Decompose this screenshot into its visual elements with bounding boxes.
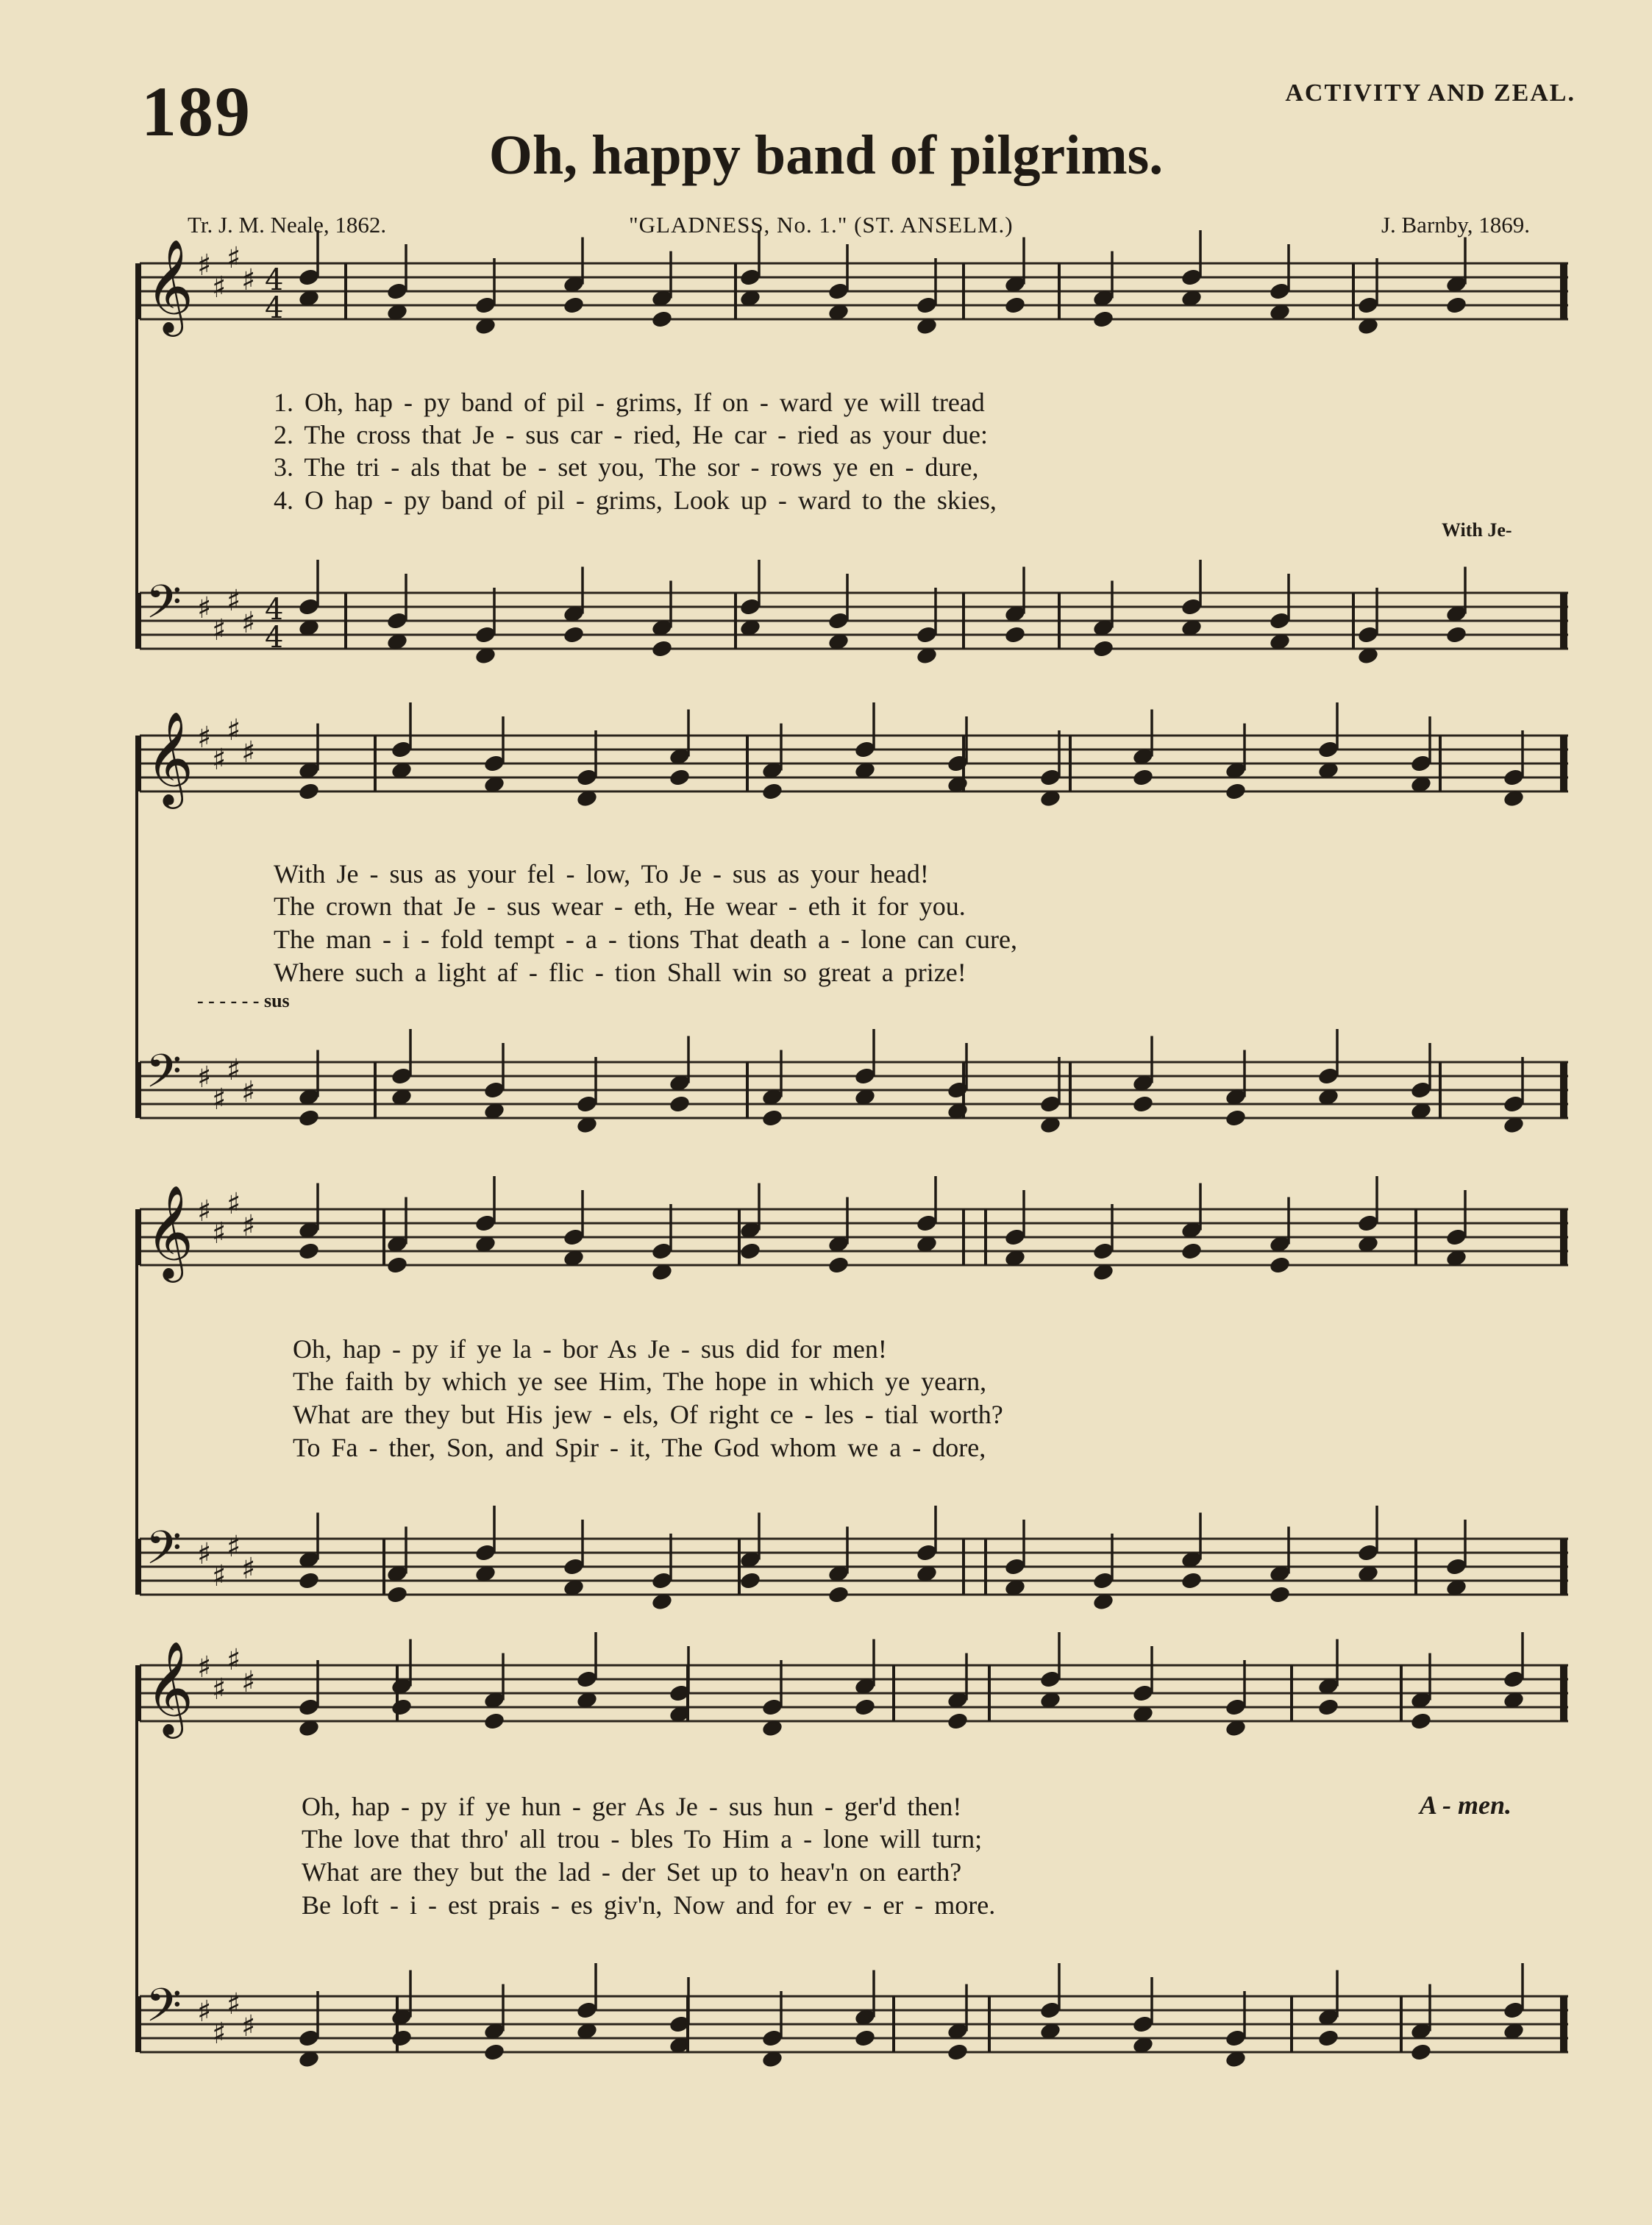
note-head: [854, 2029, 877, 2048]
lyric-line: Where such a light af - flic - tion Shall win so great a prize!: [274, 958, 966, 987]
note-head: [391, 2029, 413, 2048]
lyric-line: What are they but His jew - els, Of right ce - les - tial worth?: [293, 1400, 1003, 1429]
time-signature: 4: [265, 263, 284, 297]
sharp-icon: ♯: [241, 1552, 256, 1586]
lyric-line: Oh, hap - py if ye hun - ger As Je - sus hun - ger'd then!: [302, 1792, 962, 1821]
lyric-line: The faith by which ye see Him, The hope in which ye yearn,: [293, 1367, 987, 1396]
sharp-icon: ♯: [241, 606, 256, 640]
lyric-line: 3. The tri - als that be - set you, The sor - rows ye en - dure,: [274, 452, 979, 482]
sharp-icon: ♯: [212, 1559, 227, 1593]
staff-lines: [137, 263, 1568, 2052]
time-signature: 4: [265, 593, 284, 627]
note-head: [1317, 1698, 1340, 1717]
sharp-icon: ♯: [227, 1187, 241, 1221]
sharp-icon: ♯: [212, 1083, 227, 1117]
sharp-icon: ♯: [227, 713, 241, 747]
lyric-line: The man - i - fold tempt - a - tions That death a - lone can cure,: [274, 925, 1017, 954]
sharp-icon: ♯: [241, 736, 256, 769]
note-head: [1317, 2029, 1340, 2048]
lyric-line: What are they but the lad - der Set up to heav'n on earth?: [302, 1857, 962, 1887]
note-head: [386, 1256, 409, 1275]
sharp-icon: ♯: [227, 1987, 241, 2021]
lyric-line: Be loft - i - est prais - es giv'n, Now and for ev - er - more.: [302, 1890, 996, 1920]
sharp-icon: ♯: [241, 1075, 256, 1109]
note-head: [739, 1571, 762, 1591]
continuation-cue: - - - - - - sus: [197, 990, 290, 1011]
sharp-icon: ♯: [212, 743, 227, 777]
note-head: [1004, 296, 1027, 316]
note-head: [298, 1108, 321, 1128]
note-head: [739, 1242, 762, 1261]
lyric-line: To Fa - ther, Son, and Spir - it, The God whom we a - dore,: [293, 1433, 986, 1462]
note-head: [1004, 625, 1027, 645]
note-head: [1445, 296, 1468, 316]
note-head: [651, 639, 674, 659]
sharp-icon: ♯: [197, 1537, 212, 1571]
note-head: [1225, 1108, 1247, 1128]
sharp-icon: ♯: [212, 1217, 227, 1250]
composer-credit: J. Barnby, 1869.: [1381, 212, 1530, 238]
note-head: [827, 1256, 850, 1275]
note-head: [298, 1242, 321, 1261]
bass-clef-icon: 𝄢: [146, 574, 182, 640]
sharp-icon: ♯: [197, 249, 212, 282]
note-head: [854, 1698, 877, 1717]
sharp-icon: ♯: [197, 1195, 212, 1228]
hymn-title: Oh, happy band of pilgrims.: [488, 124, 1164, 186]
note-head: [298, 1571, 321, 1591]
note-head: [483, 2043, 506, 2062]
bass-clef-icon: 𝄢: [146, 1520, 182, 1586]
note-head: [391, 1698, 413, 1717]
lyric-line: 4. O hap - py band of pil - grims, Look up - ward to the skies,: [274, 485, 997, 515]
sharp-icon: ♯: [197, 1061, 212, 1094]
note-head: [1181, 1242, 1203, 1261]
note-head: [1269, 1256, 1292, 1275]
continuation-cue: With Je-: [1442, 519, 1512, 541]
sharp-icon: ♯: [227, 241, 241, 275]
time-signature: 4: [265, 291, 284, 325]
sharp-icon: ♯: [227, 1053, 241, 1087]
sharp-icon: ♯: [241, 263, 256, 297]
note-head: [563, 625, 585, 645]
note-head: [1132, 1094, 1155, 1114]
time-signature: 4: [265, 621, 284, 655]
note-head: [1181, 1571, 1203, 1591]
bass-clef-icon: 𝄢: [146, 1044, 182, 1109]
amen-label: A - men.: [1420, 1790, 1512, 1820]
sharp-icon: ♯: [241, 2009, 256, 2043]
treble-clef-icon: 𝄞: [146, 1184, 194, 1278]
sharp-icon: ♯: [227, 1643, 241, 1677]
note-head: [1410, 2043, 1433, 2062]
note-head: [947, 1712, 969, 1731]
sharp-icon: ♯: [227, 584, 241, 618]
note-head: [1269, 1585, 1292, 1605]
note-head: [386, 1585, 409, 1605]
treble-clef-icon: 𝄞: [146, 238, 194, 332]
sharp-icon: ♯: [197, 591, 212, 625]
note-head: [1092, 639, 1115, 659]
note-head: [761, 1108, 784, 1128]
bass-clef-icon: 𝄢: [146, 1978, 182, 2043]
note-head: [761, 782, 784, 802]
note-head: [947, 2043, 969, 2062]
lyric-line: The crown that Je - sus wear - eth, He wear - eth it for you.: [274, 891, 966, 921]
note-head: [669, 1094, 691, 1114]
note-head: [1445, 625, 1468, 645]
treble-clef-icon: 𝄞: [146, 711, 194, 805]
lyric-line: 2. The cross that Je - sus car - ried, He car - ried as your due:: [274, 420, 989, 449]
note-head: [1225, 782, 1247, 802]
note-head: [827, 1585, 850, 1605]
note-head: [1410, 1712, 1433, 1731]
sharp-icon: ♯: [212, 2017, 227, 2051]
sharp-icon: ♯: [241, 1665, 256, 1699]
sharp-icon: ♯: [241, 1209, 256, 1243]
tune-name: "GLADNESS, No. 1." (ST. ANSELM.): [629, 212, 1014, 238]
note-head: [298, 782, 321, 802]
lyric-line: The love that thro' all trou - bles To Him a - lone will turn;: [302, 1824, 983, 1854]
sharp-icon: ♯: [212, 1673, 227, 1706]
sharp-icon: ♯: [197, 721, 212, 755]
sharp-icon: ♯: [197, 1651, 212, 1684]
note-head: [1092, 310, 1115, 330]
sharp-icon: ♯: [212, 613, 227, 647]
sharp-icon: ♯: [212, 271, 227, 305]
lyric-line: With Je - sus as your fel - low, To Je - sus as your head!: [274, 859, 929, 889]
note-head: [483, 1712, 506, 1731]
sharp-icon: ♯: [197, 1995, 212, 2029]
section-heading: ACTIVITY AND ZEAL.: [1285, 79, 1576, 107]
treble-clef-icon: 𝄞: [146, 1640, 194, 1734]
note-head: [563, 296, 585, 316]
lyricist-credit: Tr. J. M. Neale, 1862.: [188, 212, 387, 238]
sharp-icon: ♯: [227, 1530, 241, 1564]
note-head: [651, 310, 674, 330]
note-head: [669, 768, 691, 788]
lyric-line: Oh, hap - py if ye la - bor As Je - sus did for men!: [293, 1334, 887, 1364]
hymn-number: 189: [141, 72, 252, 151]
lyric-line: 1. Oh, hap - py band of pil - grims, If on - ward ye will tread: [274, 388, 985, 417]
note-head: [1132, 768, 1155, 788]
